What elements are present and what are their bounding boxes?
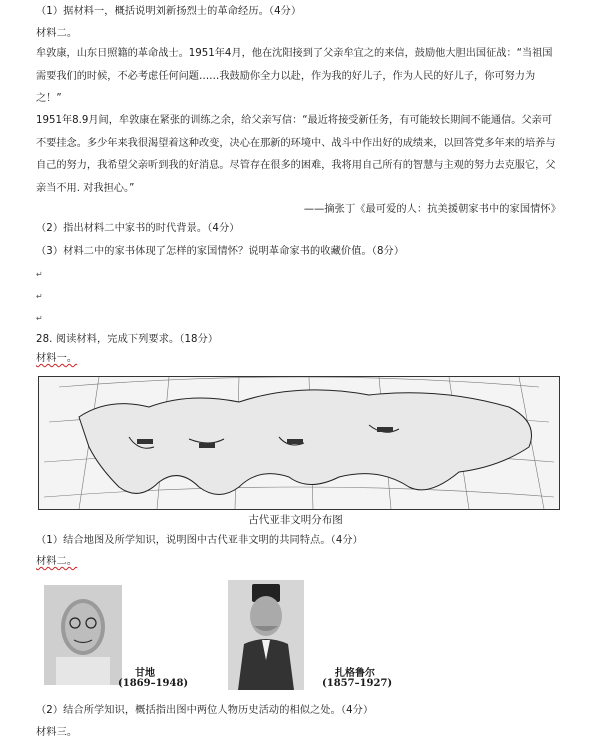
portrait-drawing: [228, 580, 304, 690]
question-28-1: （1）结合地图及所学知识，说明图中古代亚非文明的共同特点。（4分）: [36, 535, 363, 546]
zaghloul-name: 扎格鲁尔: [335, 668, 375, 679]
ancient-civilizations-map: [38, 376, 560, 510]
paragraph-mark: ↵: [36, 292, 43, 301]
material-2-source: ——摘张丁《最可爱的人：抗美援朝家书中的家国情怀》: [303, 204, 561, 215]
zaghloul-years: (1857–1927): [322, 678, 393, 689]
gandhi-photo: [44, 585, 122, 685]
map-caption: 古代亚非文明分布图: [248, 514, 343, 526]
question-1: （1）据材料一，概括说明刘新扬烈士的革命经历。（4分）: [36, 6, 302, 17]
material-2-paragraph-1: 牟敦康，山东日照籍的革命战士。1951年4月，他在沈阳接到了父亲牟宜之的来信，鼓励他大胆出国征战：“当祖国需要我们的时候，不必考虑任何问题……我鼓励你全力以赴，作为我的好儿子，作为人民的好儿子，你可努力为之！”: [36, 48, 553, 104]
paragraph-mark: ↵: [36, 314, 43, 323]
zaghloul-photo: [228, 580, 304, 690]
material-2-label: 材料二。: [36, 28, 78, 39]
gandhi-name: 甘地: [135, 668, 155, 679]
question-2: （2）指出材料二中家书的时代背景。（4分）: [36, 223, 240, 234]
gandhi-years: (1869–1948): [118, 678, 189, 689]
question-28: 28. 阅读材料，完成下列要求。（18分）: [36, 334, 219, 345]
question-28-2: （2）结合所学知识，概括指出图中两位人物历史活动的相似之处。（4分）: [36, 705, 374, 716]
paragraph-mark: ↵: [36, 270, 43, 279]
material-2-paragraph-2: 1951年8.9月间，牟敦康在紧张的训练之余，给父亲写信：“最近将接受新任务，有可能较长期间不能通信。父亲可不要挂念。多少年来我很渴望着这种改变，决心在那新的环境中、战斗中作出好的成绩来，以回答党多年来的培养与自己的努力，我希望父亲听到我的好消息。尽管存在很多的困难，我将用自己所有的智慧与主观的努力去克服它，父亲当不用. 对我担心。”: [36, 115, 556, 194]
portrait-drawing: [44, 585, 122, 685]
material-3-label: 材料三。: [36, 727, 78, 738]
question-3: （3）材料二中的家书体现了怎样的家国情怀？说明革命家书的收藏价值。（8分）: [36, 246, 405, 257]
material-2b-label: 材料二。: [36, 556, 78, 567]
material-1-label: 材料一。: [36, 353, 78, 364]
map-drawing: [39, 377, 559, 509]
